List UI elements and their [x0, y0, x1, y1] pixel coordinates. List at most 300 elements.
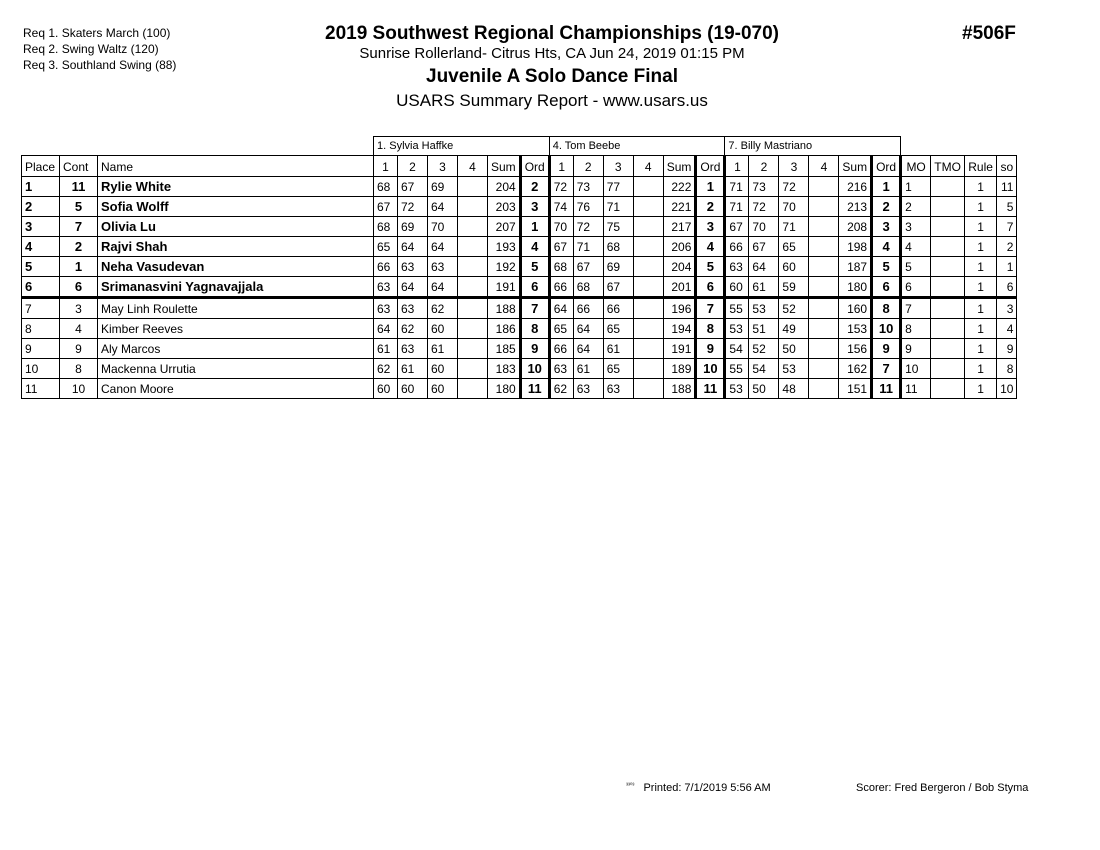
score-cell: 65: [603, 359, 633, 379]
skater-name-cell: Canon Moore: [98, 379, 374, 399]
tmo-cell: [931, 277, 965, 298]
so-cell: 8: [997, 359, 1017, 379]
score-cell: 67: [749, 237, 779, 257]
score-cell: [809, 237, 839, 257]
sum-cell: 204: [663, 257, 696, 277]
score-cell: 66: [603, 298, 633, 319]
rule-cell: 1: [965, 197, 997, 217]
col-header-j3-score1: 1: [725, 156, 749, 177]
score-cell: 64: [573, 339, 603, 359]
col-header-j3-score4: 4: [809, 156, 839, 177]
score-cell: 52: [779, 298, 809, 319]
event-name: Juvenile A Solo Dance Final: [426, 66, 678, 87]
contestant-number-cell: 3: [60, 298, 98, 319]
so-cell: 6: [997, 277, 1017, 298]
place-cell: 2: [22, 197, 60, 217]
contestant-number-cell: 11: [60, 177, 98, 197]
rule-cell: 1: [965, 217, 997, 237]
so-cell: 9: [997, 339, 1017, 359]
skater-name-cell: May Linh Roulette: [98, 298, 374, 319]
ordinal-cell: 10: [520, 359, 549, 379]
ordinal-cell: 6: [872, 277, 901, 298]
score-cell: 53: [779, 359, 809, 379]
score-cell: 63: [398, 298, 428, 319]
skater-name-cell: Sofia Wolff: [98, 197, 374, 217]
mo-cell: 5: [901, 257, 931, 277]
so-cell: 1: [997, 257, 1017, 277]
score-cell: 75: [603, 217, 633, 237]
score-cell: 54: [749, 359, 779, 379]
score-cell: [633, 298, 663, 319]
so-cell: 5: [997, 197, 1017, 217]
skater-name-cell: Srimanasvini Yagnavajjala: [98, 277, 374, 298]
sum-cell: 213: [839, 197, 872, 217]
table-row: [22, 359, 1017, 379]
table-row: [22, 257, 1017, 277]
score-cell: 53: [725, 379, 749, 399]
col-header-j3-ord: Ord: [872, 156, 901, 177]
rule-cell: 1: [965, 177, 997, 197]
score-cell: [458, 197, 488, 217]
score-cell: 51: [749, 319, 779, 339]
score-cell: 71: [603, 197, 633, 217]
rule-cell: 1: [965, 379, 997, 399]
sum-cell: 188: [663, 379, 696, 399]
rule-cell: 1: [965, 359, 997, 379]
score-cell: 55: [725, 359, 749, 379]
score-cell: [809, 177, 839, 197]
score-cell: 63: [374, 277, 398, 298]
sum-cell: 206: [663, 237, 696, 257]
score-cell: 63: [398, 257, 428, 277]
sum-cell: 196: [663, 298, 696, 319]
tmo-cell: [931, 339, 965, 359]
requirement-3: Req 3. Southland Swing (88): [23, 58, 177, 72]
score-cell: 68: [573, 277, 603, 298]
table-row: [22, 339, 1017, 359]
contestant-number-cell: 2: [60, 237, 98, 257]
score-cell: [458, 177, 488, 197]
score-cell: 72: [573, 217, 603, 237]
score-cell: 70: [549, 217, 573, 237]
venue-datetime: Sunrise Rollerland- Citrus Hts, CA Jun 24, 2019 01:15 PM: [359, 45, 745, 62]
score-cell: 61: [603, 339, 633, 359]
table-row: [22, 177, 1017, 197]
rule-cell: 1: [965, 257, 997, 277]
ordinal-cell: 1: [520, 217, 549, 237]
score-cell: 54: [725, 339, 749, 359]
sum-cell: 156: [839, 339, 872, 359]
sum-cell: 221: [663, 197, 696, 217]
score-cell: 61: [398, 359, 428, 379]
score-cell: 53: [749, 298, 779, 319]
score-cell: 71: [725, 197, 749, 217]
sum-cell: 180: [839, 277, 872, 298]
sum-cell: 194: [663, 319, 696, 339]
score-cell: 67: [725, 217, 749, 237]
sum-cell: 216: [839, 177, 872, 197]
score-cell: 65: [779, 237, 809, 257]
score-cell: [633, 379, 663, 399]
sum-cell: 203: [488, 197, 521, 217]
col-header-j2-score2: 2: [573, 156, 603, 177]
sum-cell: 189: [663, 359, 696, 379]
score-cell: 66: [374, 257, 398, 277]
score-cell: 72: [398, 197, 428, 217]
score-cell: 63: [573, 379, 603, 399]
col-header-rule: Rule: [965, 156, 997, 177]
ordinal-cell: 1: [696, 177, 725, 197]
score-cell: 60: [725, 277, 749, 298]
so-cell: 2: [997, 237, 1017, 257]
score-cell: 67: [603, 277, 633, 298]
rule-cell: 1: [965, 277, 997, 298]
ordinal-cell: 10: [696, 359, 725, 379]
mo-cell: 2: [901, 197, 931, 217]
score-cell: 48: [779, 379, 809, 399]
score-cell: [633, 217, 663, 237]
sum-cell: 222: [663, 177, 696, 197]
score-cell: 76: [573, 197, 603, 217]
sum-cell: 191: [488, 277, 521, 298]
score-cell: 65: [374, 237, 398, 257]
table-row: [22, 237, 1017, 257]
ordinal-cell: 8: [696, 319, 725, 339]
score-cell: [458, 379, 488, 399]
ordinal-cell: 11: [872, 379, 901, 399]
score-cell: [809, 379, 839, 399]
skater-name-cell: Rylie White: [98, 177, 374, 197]
score-cell: 77: [603, 177, 633, 197]
score-cell: 64: [428, 277, 458, 298]
place-cell: 11: [22, 379, 60, 399]
ordinal-cell: 9: [872, 339, 901, 359]
place-cell: 8: [22, 319, 60, 339]
col-header-j3-score2: 2: [749, 156, 779, 177]
score-cell: [633, 319, 663, 339]
mo-cell: 11: [901, 379, 931, 399]
score-cell: 65: [549, 319, 573, 339]
ordinal-cell: 4: [872, 237, 901, 257]
score-cell: 72: [749, 197, 779, 217]
score-cell: 66: [549, 339, 573, 359]
score-cell: 50: [779, 339, 809, 359]
score-cell: 72: [779, 177, 809, 197]
sum-cell: 183: [488, 359, 521, 379]
ordinal-cell: 9: [696, 339, 725, 359]
score-cell: [809, 339, 839, 359]
score-cell: 69: [428, 177, 458, 197]
score-cell: 70: [749, 217, 779, 237]
score-cell: 60: [428, 319, 458, 339]
score-cell: 62: [398, 319, 428, 339]
score-cell: 52: [749, 339, 779, 359]
ordinal-cell: 4: [520, 237, 549, 257]
score-cell: [633, 237, 663, 257]
score-cell: [458, 277, 488, 298]
score-cell: 63: [398, 339, 428, 359]
judge-1-name: 1. Sylvia Haffke: [374, 137, 550, 156]
score-cell: [458, 298, 488, 319]
score-cell: 63: [725, 257, 749, 277]
col-header-j1-score4: 4: [458, 156, 488, 177]
ordinal-cell: 2: [520, 177, 549, 197]
score-cell: 59: [779, 277, 809, 298]
ordinal-cell: 10: [872, 319, 901, 339]
col-header-j2-sum: Sum: [663, 156, 696, 177]
sum-cell: 191: [663, 339, 696, 359]
score-cell: 73: [573, 177, 603, 197]
score-cell: 61: [573, 359, 603, 379]
score-cell: [633, 359, 663, 379]
ordinal-cell: 11: [696, 379, 725, 399]
sum-cell: 160: [839, 298, 872, 319]
tmo-cell: [931, 319, 965, 339]
sum-cell: 188: [488, 298, 521, 319]
ordinal-cell: 5: [872, 257, 901, 277]
score-cell: [458, 257, 488, 277]
col-header-j3-score3: 3: [779, 156, 809, 177]
score-cell: 60: [428, 379, 458, 399]
col-header-tmo: TMO: [931, 156, 965, 177]
col-header-j1-score3: 3: [428, 156, 458, 177]
score-cell: 64: [374, 319, 398, 339]
ordinal-cell: 2: [872, 197, 901, 217]
contestant-number-cell: 1: [60, 257, 98, 277]
sum-cell: 217: [663, 217, 696, 237]
skater-name-cell: Kimber Reeves: [98, 319, 374, 339]
mo-cell: 1: [901, 177, 931, 197]
score-cell: 50: [749, 379, 779, 399]
score-cell: [809, 257, 839, 277]
ordinal-cell: 1: [872, 177, 901, 197]
tmo-cell: [931, 298, 965, 319]
score-cell: [633, 197, 663, 217]
judge-3-name: 7. Billy Mastriano: [725, 137, 901, 156]
score-cell: 60: [374, 379, 398, 399]
table-row: [22, 379, 1017, 399]
score-cell: 69: [603, 257, 633, 277]
contestant-number-cell: 7: [60, 217, 98, 237]
score-cell: 60: [779, 257, 809, 277]
tmo-cell: [931, 217, 965, 237]
place-cell: 4: [22, 237, 60, 257]
mo-cell: 3: [901, 217, 931, 237]
score-cell: 64: [398, 277, 428, 298]
mo-cell: 10: [901, 359, 931, 379]
place-cell: 1: [22, 177, 60, 197]
score-cell: 68: [374, 177, 398, 197]
col-header-j1-sum: Sum: [488, 156, 521, 177]
skater-name-cell: Mackenna Urrutia: [98, 359, 374, 379]
requirement-1: Req 1. Skaters March (100): [23, 26, 171, 40]
ordinal-cell: 4: [696, 237, 725, 257]
tmo-cell: [931, 177, 965, 197]
col-header-j2-score3: 3: [603, 156, 633, 177]
score-cell: 64: [573, 319, 603, 339]
score-cell: 62: [374, 359, 398, 379]
rule-cell: 1: [965, 298, 997, 319]
score-cell: 64: [398, 237, 428, 257]
score-cell: 49: [779, 319, 809, 339]
score-cell: 68: [549, 257, 573, 277]
score-cell: 63: [374, 298, 398, 319]
score-cell: 68: [603, 237, 633, 257]
col-header-j1-score2: 2: [398, 156, 428, 177]
rule-cell: 1: [965, 237, 997, 257]
table-row: [22, 197, 1017, 217]
ordinal-cell: 7: [696, 298, 725, 319]
score-cell: 63: [603, 379, 633, 399]
requirement-2: Req 2. Swing Waltz (120): [23, 42, 159, 56]
contestant-number-cell: 9: [60, 339, 98, 359]
score-cell: 71: [573, 237, 603, 257]
rule-cell: 1: [965, 319, 997, 339]
ordinal-cell: 3: [872, 217, 901, 237]
sum-cell: 201: [663, 277, 696, 298]
table-row: [22, 298, 1017, 319]
col-header-name: Name: [98, 156, 374, 177]
score-cell: 69: [398, 217, 428, 237]
score-cell: 68: [374, 217, 398, 237]
place-cell: 5: [22, 257, 60, 277]
ordinal-cell: 6: [696, 277, 725, 298]
ordinal-cell: 6: [520, 277, 549, 298]
score-cell: 61: [749, 277, 779, 298]
sum-cell: 204: [488, 177, 521, 197]
scorer-credit: Scorer: Fred Bergeron / Bob Styma: [856, 782, 1029, 794]
tmo-cell: [931, 257, 965, 277]
ordinal-cell: 7: [520, 298, 549, 319]
col-header-j1-ord: Ord: [520, 156, 549, 177]
mo-cell: 4: [901, 237, 931, 257]
score-cell: 64: [428, 197, 458, 217]
so-cell: 3: [997, 298, 1017, 319]
tmo-cell: [931, 197, 965, 217]
score-cell: 70: [428, 217, 458, 237]
score-cell: [633, 339, 663, 359]
tmo-cell: [931, 379, 965, 399]
so-cell: 10: [997, 379, 1017, 399]
sum-cell: 208: [839, 217, 872, 237]
score-cell: 64: [749, 257, 779, 277]
place-cell: 3: [22, 217, 60, 237]
score-cell: 67: [398, 177, 428, 197]
score-cell: 67: [549, 237, 573, 257]
score-cell: 74: [549, 197, 573, 217]
score-cell: [458, 237, 488, 257]
score-cell: 67: [573, 257, 603, 277]
tmo-cell: [931, 359, 965, 379]
score-cell: 60: [398, 379, 428, 399]
results-table: [21, 136, 1017, 399]
skater-name-cell: Neha Vasudevan: [98, 257, 374, 277]
sum-cell: 187: [839, 257, 872, 277]
so-cell: 11: [997, 177, 1017, 197]
score-cell: 66: [725, 237, 749, 257]
score-cell: 62: [428, 298, 458, 319]
mo-cell: 7: [901, 298, 931, 319]
score-cell: 61: [428, 339, 458, 359]
sum-cell: 198: [839, 237, 872, 257]
score-cell: 72: [549, 177, 573, 197]
score-cell: 55: [725, 298, 749, 319]
mo-cell: 9: [901, 339, 931, 359]
score-cell: [458, 339, 488, 359]
contestant-number-cell: 5: [60, 197, 98, 217]
mo-cell: 6: [901, 277, 931, 298]
ordinal-cell: 8: [872, 298, 901, 319]
judge-2-name: 4. Tom Beebe: [549, 137, 725, 156]
col-header-place: Place: [22, 156, 60, 177]
competition-title: 2019 Southwest Regional Championships (19-070): [325, 23, 779, 44]
col-header-j2-score4: 4: [633, 156, 663, 177]
ordinal-cell: 3: [520, 197, 549, 217]
so-cell: 7: [997, 217, 1017, 237]
score-cell: 66: [573, 298, 603, 319]
ordinal-cell: 3: [696, 217, 725, 237]
score-cell: 63: [549, 359, 573, 379]
printed-timestamp: [626, 782, 771, 794]
score-cell: [458, 319, 488, 339]
score-cell: [809, 217, 839, 237]
judges-row: [22, 137, 1017, 156]
col-header-so: so: [997, 156, 1017, 177]
col-header-j2-score1: 1: [549, 156, 573, 177]
col-header-mo: MO: [901, 156, 931, 177]
score-cell: [809, 359, 839, 379]
tmo-cell: [931, 237, 965, 257]
sum-cell: 180: [488, 379, 521, 399]
score-cell: [633, 177, 663, 197]
ordinal-cell: 2: [696, 197, 725, 217]
skater-name-cell: Rajvi Shah: [98, 237, 374, 257]
rule-cell: 1: [965, 339, 997, 359]
place-cell: 6: [22, 277, 60, 298]
sum-cell: 162: [839, 359, 872, 379]
event-id: #506F: [962, 23, 1016, 44]
report-code: ³³⁰³: [626, 783, 635, 789]
score-cell: [458, 217, 488, 237]
skater-name-cell: Aly Marcos: [98, 339, 374, 359]
score-cell: [809, 277, 839, 298]
sum-cell: 153: [839, 319, 872, 339]
skater-name-cell: Olivia Lu: [98, 217, 374, 237]
score-cell: 66: [549, 277, 573, 298]
score-cell: 64: [549, 298, 573, 319]
sum-cell: 151: [839, 379, 872, 399]
printed-text: Printed: 7/1/2019 5:56 AM: [643, 782, 771, 794]
score-cell: [633, 257, 663, 277]
contestant-number-cell: 6: [60, 277, 98, 298]
col-header-cont: Cont: [60, 156, 98, 177]
ordinal-cell: 5: [696, 257, 725, 277]
score-cell: 73: [749, 177, 779, 197]
score-cell: [458, 359, 488, 379]
ordinal-cell: 11: [520, 379, 549, 399]
score-cell: 60: [428, 359, 458, 379]
col-header-j3-sum: Sum: [839, 156, 872, 177]
score-cell: 61: [374, 339, 398, 359]
sum-cell: 186: [488, 319, 521, 339]
score-cell: 67: [374, 197, 398, 217]
requirements-list: [23, 25, 176, 73]
score-cell: 71: [725, 177, 749, 197]
ordinal-cell: 9: [520, 339, 549, 359]
contestant-number-cell: 4: [60, 319, 98, 339]
table-row: [22, 319, 1017, 339]
score-cell: 53: [725, 319, 749, 339]
